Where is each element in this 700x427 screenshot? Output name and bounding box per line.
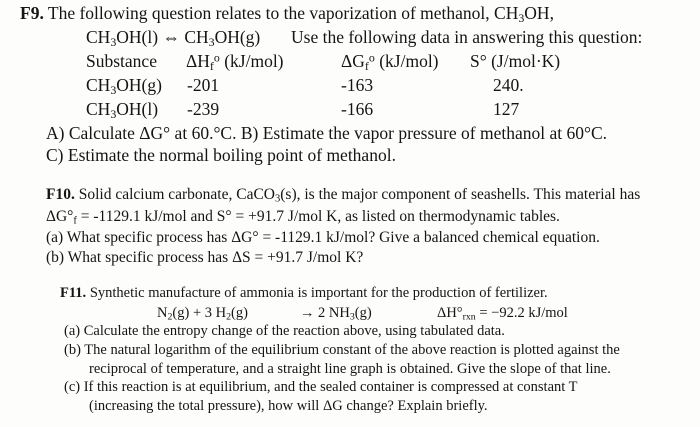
col-header-substance: Substance bbox=[86, 51, 157, 71]
f11-part-a: (a) Calculate the entropy change of the reaction above, using tabulated data. bbox=[64, 323, 505, 339]
col-header-dgf: $\Delta G_f^o$ (kJ/mol) bbox=[341, 50, 439, 73]
f11-reaction-enthalpy: $\Delta H^\circ_{rxn} = -92.2$ kJ/mol bbox=[437, 305, 568, 323]
f11-intro-line: F11. Synthetic manufacture of ammonia is important for the production of fertilizer. bbox=[60, 285, 548, 301]
row-gas-entropy: 240. bbox=[493, 75, 524, 95]
f11-part-b-line-1: (b) The natural logarithm of the equilibrium constant of the above reaction is plotted against the bbox=[64, 342, 620, 358]
f9-label: F9. bbox=[20, 3, 44, 23]
f10-line-2: $\Delta G^\circ_f = -1129.1$ kJ/mol and S° = +91.7 J/mol K, as listed on thermodynamic tables. bbox=[46, 208, 560, 227]
f11-label: F11. bbox=[60, 285, 87, 301]
f10-label: F10. bbox=[46, 186, 75, 203]
f9-intro-text: The following question relates to the vaporization of methanol, $CH_3OH$, bbox=[47, 3, 554, 25]
row-liquid-dgf: -166 bbox=[341, 99, 374, 119]
f10-part-b: (b) What specific process has ΔS = +91.7 J/mol K? bbox=[46, 249, 364, 266]
row-liquid-entropy: 127 bbox=[493, 99, 520, 119]
row-substance-gas: $CH_3OH(g)$ bbox=[86, 75, 162, 97]
f11-reaction-product: 2 $NH_3(g)$ bbox=[318, 305, 372, 323]
equilibrium-arrow-icon: ⇔ bbox=[162, 27, 180, 47]
f9-part-ab: A) Calculate ΔG° at 60.°C. B) Estimate the vapor pressure of methanol at 60°C. bbox=[46, 123, 607, 143]
f9-equation: $CH_3OH(l)$ ⇔ $CH_3OH(g)$ bbox=[86, 27, 261, 49]
f11-part-c-line-1: (c) If this reaction is at equilibrium, and the sealed container is compressed at constant T bbox=[64, 379, 578, 395]
f11-part-c-line-2: (increasing the total pressure), how will ΔG change? Explain briefly. bbox=[89, 398, 488, 414]
row-gas-dgf: -163 bbox=[341, 75, 374, 95]
reaction-arrow-icon: → bbox=[300, 305, 315, 321]
row-gas-dhf: -201 bbox=[187, 75, 220, 95]
f9-instruction: Use the following data in answering this question: bbox=[291, 27, 643, 47]
f9-part-c: C) Estimate the normal boiling point of methanol. bbox=[46, 145, 396, 165]
f9-intro-line bbox=[20, 5, 554, 23]
f11-part-b-line-2: reciprocal of temperature, and a straight line graph is obtained. Give the slope of that line. bbox=[89, 361, 611, 377]
row-liquid-dhf: -239 bbox=[187, 99, 220, 119]
f10-line-1: F10. Solid calcium carbonate, CaCO$_3$(s), is the major component of seashells. This material has bbox=[46, 186, 641, 205]
f10-part-a: (a) What specific process has ΔG° = -1129.1 kJ/mol? Give a balanced chemical equation. bbox=[46, 229, 600, 246]
row-substance-liquid: $CH_3OH(l)$ bbox=[86, 99, 159, 121]
col-header-dhf: $\Delta H_f^o$ (kJ/mol) bbox=[186, 50, 284, 73]
f11-reaction: $N_2(g) + 3$ $H_2(g)$ bbox=[157, 305, 248, 323]
col-header-entropy: S° (J/mol·K) bbox=[470, 51, 561, 71]
